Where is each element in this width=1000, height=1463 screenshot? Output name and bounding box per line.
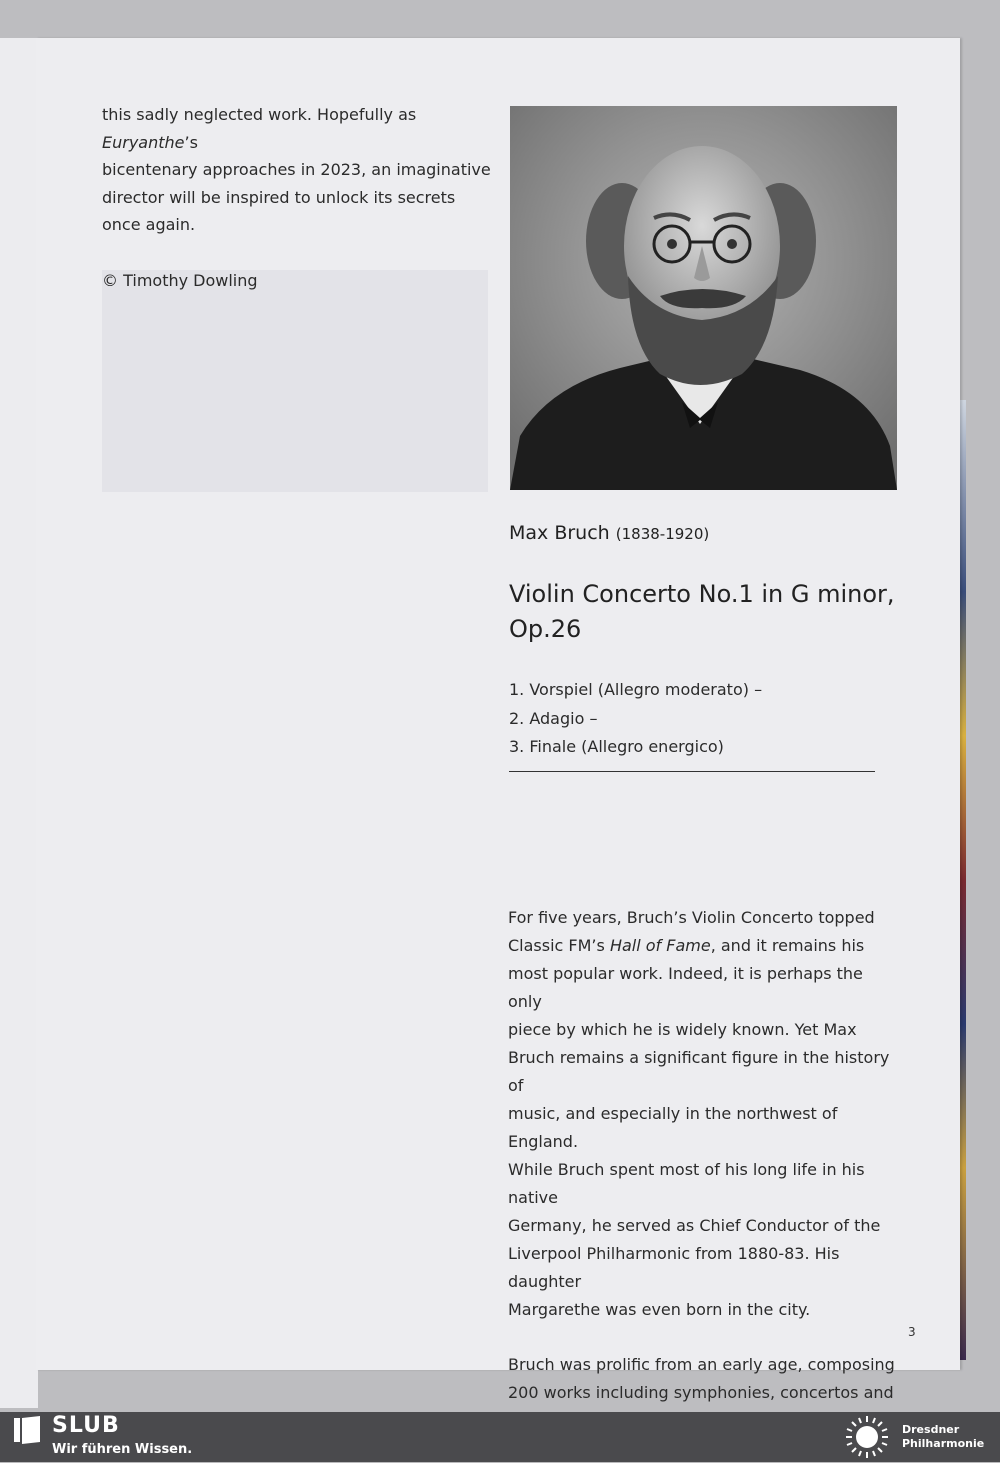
text-line: For five years, Bruch’s Violin Concerto topped: [508, 908, 875, 927]
movement-item: 1. Vorspiel (Allegro moderato) –: [509, 680, 763, 699]
text-line: Liverpool Philharmonic from 1880-83. His daughter: [508, 1244, 840, 1291]
slub-book-icon[interactable]: [14, 1416, 40, 1444]
text-line: Margarethe was even born in the city.: [508, 1300, 811, 1319]
text-line: While Bruch spent most of his long life in his native: [508, 1160, 865, 1207]
composer-name: Max Bruch: [509, 522, 610, 544]
programme-note: [508, 904, 898, 1463]
text-line: music, and especially in the northwest of England.: [508, 1104, 838, 1151]
composer-portrait: [510, 106, 897, 490]
text-line: bicentenary approaches in 2023, an imaginative: [102, 160, 491, 179]
text-line: once again.: [102, 215, 196, 234]
viewer-footer: [0, 1412, 1000, 1462]
text-line: this sadly neglected work. Hopefully as Euryanthe’s: [102, 105, 417, 152]
text-line: Bruch was prolific from an early age, composing: [508, 1355, 895, 1374]
author-credit: © Timothy Dowling: [102, 270, 258, 290]
slub-tagline: Wir führen Wissen.: [52, 1442, 193, 1457]
slub-logo-text[interactable]: SLUB: [52, 1413, 120, 1438]
text-line: director will be inspired to unlock its secrets: [102, 187, 456, 207]
show-through-image: [102, 270, 488, 492]
movement-list: [509, 676, 762, 762]
divider-rule: [509, 771, 875, 772]
work-title-line: Op.26: [509, 615, 582, 643]
note-paragraph-1: [508, 904, 898, 1324]
text-line: piece by which he is widely known. Yet Max: [508, 1020, 857, 1039]
movement-item: 2. Adagio –: [509, 708, 598, 728]
left-page-edge: [0, 38, 38, 1408]
text-line: Classic FM’s Hall of Fame, and it remains his: [508, 936, 865, 955]
text-line: Germany, he served as Chief Conductor of the: [508, 1216, 881, 1235]
text-line: 200 works including symphonies, concertos and: [508, 1383, 894, 1402]
movement-item: 3. Finale (Allegro energico): [509, 737, 724, 756]
composer-heading: [509, 519, 709, 548]
work-title: [509, 577, 909, 647]
dresdner-philharmonie-logo-icon[interactable]: [842, 1414, 892, 1460]
text-line: most popular work. Indeed, it is perhaps the only: [508, 964, 863, 1011]
left-column-text: [102, 101, 492, 294]
dresdner-philharmonie-name[interactable]: Dresdner Philharmonie: [902, 1423, 985, 1450]
text-line: Bruch remains a significant figure in the history of: [508, 1048, 890, 1095]
work-title-line: Violin Concerto No.1 in G minor,: [509, 580, 895, 608]
composer-years: (1838-1920): [615, 525, 710, 543]
page-number: 3: [908, 1325, 916, 1339]
portrait-illustration: [510, 106, 897, 490]
closing-paragraph: [102, 101, 492, 239]
